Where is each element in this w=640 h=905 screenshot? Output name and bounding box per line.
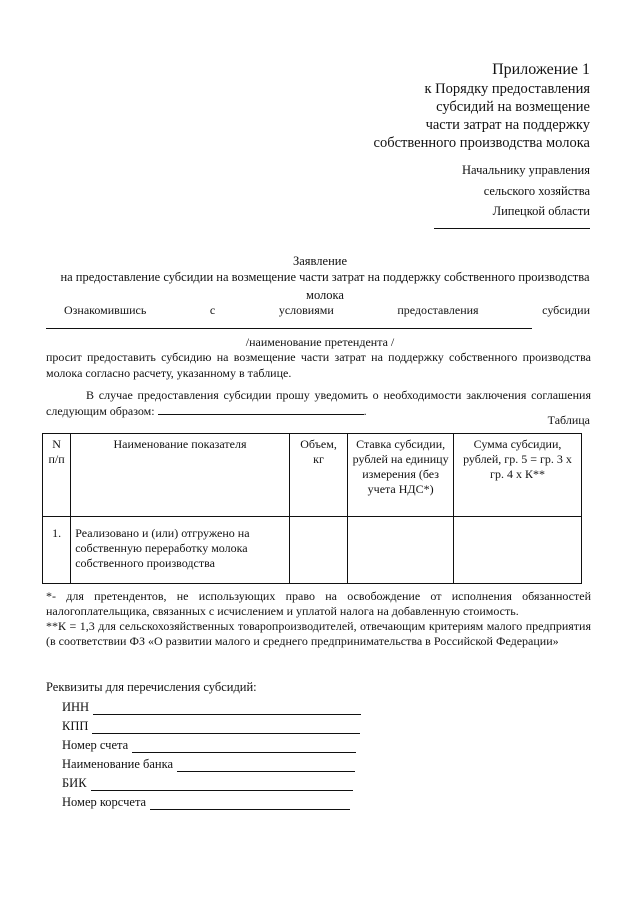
requisite-label: Номер корсчета — [62, 795, 147, 809]
acquainted-word: Ознакомившись — [64, 303, 147, 317]
footnote-vat: *- для претендентов, не использующих право на освобождение от исполнения обязанностей налогоплательщика, связанных с исчислением и уплатой налога на добавленную стоимость. — [46, 589, 591, 618]
requisites-title: Реквизиты для перечисления субсидий: — [46, 680, 257, 694]
row-number: 1. — [43, 517, 71, 584]
statement-title: Заявление — [292, 254, 347, 268]
table-header-row — [43, 434, 582, 517]
applicant-name-line[interactable] — [46, 328, 532, 329]
requisite-row-bank — [62, 757, 355, 772]
footnote-coefficient: **К = 1,3 для сельскохозяйственных товаропроизводителей, отвечающим критериям малого предприятия (в соответствии ФЗ «О развитии малого и среднего предпринимательства в Российской Федерации» — [46, 619, 591, 648]
appendix-header — [374, 60, 590, 152]
kpp-input-line[interactable] — [92, 721, 360, 734]
notify-paragraph — [46, 387, 591, 419]
row-indicator-name: Реализовано и (или) отгружено на собственную переработку молока собственного производства — [71, 517, 290, 584]
statement-subtitle: на предоставление субсидии на возмещение части затрат на поддержку собственного производства молока — [60, 270, 590, 302]
inn-input-line[interactable] — [93, 702, 361, 715]
addressee-line: Начальнику управления — [462, 163, 590, 177]
notify-method-line[interactable] — [158, 403, 364, 415]
addressee-block — [462, 160, 590, 222]
header-cell-rate: Ставка субсидии, рублей на единицу измерения (без учета НДС*) — [348, 434, 454, 517]
row-sum-cell[interactable] — [454, 517, 582, 584]
acquainted-word: с — [209, 303, 216, 317]
corr-account-input-line[interactable] — [150, 797, 350, 810]
requisite-label: Наименование банка — [62, 757, 174, 771]
requisite-row-corr-account — [62, 795, 350, 810]
account-input-line[interactable] — [132, 740, 356, 753]
requisite-label: Номер счета — [62, 738, 129, 752]
table-row — [43, 517, 582, 584]
bank-input-line[interactable] — [177, 759, 355, 772]
requisite-label: ИНН — [62, 700, 90, 714]
requisite-row-bik — [62, 776, 353, 791]
header-cell-sum: Сумма субсидии, рублей, гр. 5 = гр. 3 х гр. 4 х К** — [454, 434, 582, 517]
header-cell-volume: Объем, кг — [289, 434, 347, 517]
appendix-line: субсидий на возмещение — [436, 99, 590, 115]
acquainted-word: субсидии — [542, 303, 590, 317]
notify-end: . — [363, 404, 367, 418]
appendix-line: собственного производства молока — [373, 135, 590, 151]
row-volume-cell[interactable] — [289, 517, 347, 584]
table-label: Таблица — [547, 413, 590, 427]
requisite-label: КПП — [62, 719, 89, 733]
acquainted-word: условиями — [278, 303, 334, 317]
addressee-line: Липецкой области — [492, 204, 590, 218]
header-cell-indicator: Наименование показателя — [71, 434, 290, 517]
notify-text: В случае предоставления субсидии прошу уведомить о необходимости заключения соглашения следующим образом: — [46, 388, 591, 418]
acquainted-row — [64, 303, 590, 318]
row-rate-cell[interactable] — [348, 517, 454, 584]
addressee-line: сельского хозяйства — [483, 183, 590, 198]
appendix-line: Приложение 1 — [492, 61, 590, 78]
acquainted-word: предоставления — [397, 303, 479, 317]
applicant-name-caption: /наименование претендента / — [245, 335, 395, 349]
appendix-line: части затрат на поддержку — [425, 117, 590, 133]
subsidy-table — [42, 433, 582, 584]
appendix-line: к Порядку предоставления — [424, 81, 590, 97]
requisite-label: БИК — [62, 776, 87, 790]
requisite-row-kpp — [62, 719, 360, 734]
request-paragraph: просит предоставить субсидию на возмещение части затрат на поддержку собственного производства молока согласно расчету, указанному в таблице. — [46, 350, 591, 380]
requisite-row-inn — [62, 700, 361, 715]
addressee-signature-line[interactable] — [434, 228, 590, 229]
requisite-row-account — [62, 738, 356, 753]
header-cell-number: N п/п — [43, 434, 71, 517]
bik-input-line[interactable] — [91, 778, 353, 791]
